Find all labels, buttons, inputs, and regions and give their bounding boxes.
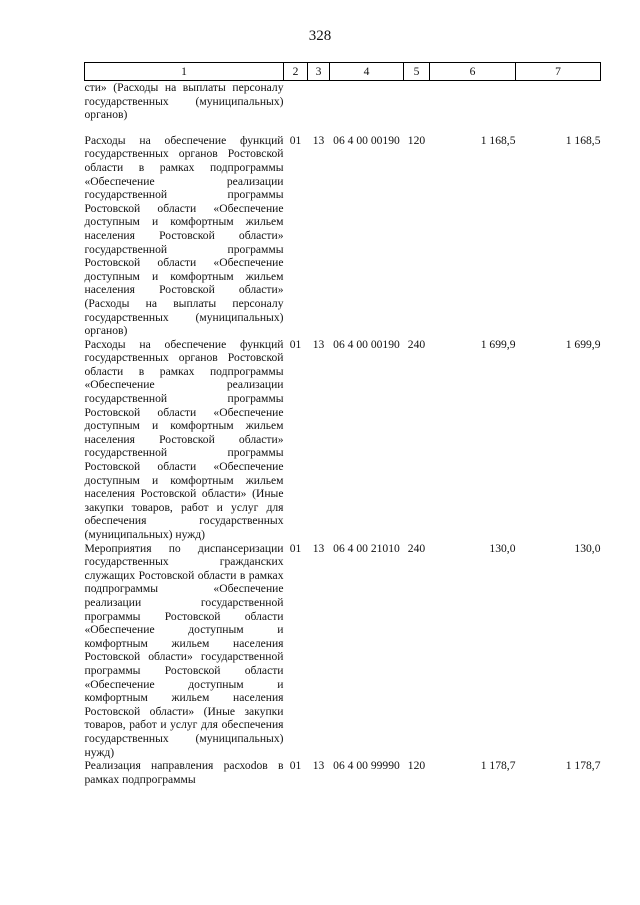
row-description: Мероприятия по диспансеризации государственных гражданских служащих Ростовской области в рамках подпрограммы «Обеспечение реализации государственной программы Ростовской области «Обеспечение доступным и комфортным жильем населения Ростовской области» государственной программы Ростовской области «Обеспечение доступным и комфортным жильем населения Ростовской области» (Иные закупки товаров, работ и услуг для обеспечения государственных (муниципальных) нужд) — [84, 541, 284, 759]
row-section: 01 — [289, 337, 302, 351]
row-target-article — [330, 81, 404, 134]
row-amount-1: 1 178,7 — [480, 759, 516, 773]
row-amount-2: 130,0 — [574, 541, 601, 555]
table-row — [85, 338, 601, 542]
row-amount-1: 130,0 — [489, 541, 516, 555]
header-col-7: 7 — [516, 63, 601, 81]
row-description: сти» (Расходы на выплаты персоналу государственных (муниципальных) органов) — [84, 81, 284, 122]
row-amount-2 — [516, 81, 601, 134]
header-col-3: 3 — [308, 63, 330, 81]
header-col-6: 6 — [430, 63, 516, 81]
row-expense-type: 120 — [407, 759, 426, 773]
header-col-5: 5 — [404, 63, 430, 81]
table-row — [85, 81, 601, 134]
row-target-article: 06 4 00 00190 — [333, 133, 400, 147]
row-section — [284, 81, 308, 134]
header-col-1: 1 — [85, 63, 284, 81]
row-subsection: 13 — [312, 759, 325, 773]
header-row — [85, 63, 601, 81]
page-number: 328 — [308, 28, 332, 44]
row-expense-type: 240 — [407, 337, 426, 351]
row-section: 01 — [289, 759, 302, 773]
header-col-4: 4 — [330, 63, 404, 81]
row-amount-2: 1 168,5 — [565, 133, 601, 147]
row-target-article: 06 4 00 21010 — [333, 541, 400, 555]
row-description: Расходы на обеспечение функций государственных органов Ростовской области в рамках подпрограммы «Обеспечение реализации государственной программы Ростовской области «Обеспечение доступным и комфортным жильем населения Ростовской области» государственной программы Ростовской области «Обеспечение доступным и комфортным жильем населения Ростовской области» (Иные закупки товаров, работ и услуг для обеспечения государственных (муниципальных) нужд) — [84, 337, 284, 541]
row-description: Реализация направления расхоdов в рамках подпрограммы — [84, 759, 284, 786]
row-amount-2: 1 178,7 — [565, 759, 601, 773]
row-expense-type: 240 — [407, 541, 426, 555]
row-subsection — [308, 81, 330, 134]
row-amount-2: 1 699,9 — [565, 337, 601, 351]
row-subsection: 13 — [312, 337, 325, 351]
row-section: 01 — [289, 541, 302, 555]
budget-table — [84, 62, 601, 786]
table-row — [85, 134, 601, 338]
row-section: 01 — [289, 133, 302, 147]
row-description: Расходы на обеспечение функций государственных органов Ростовской области в рамках подпрограммы «Обеспечение реализации государственной программы Ростовской области «Обеспечение доступным и комфортным жильем населения Ростовской области» государственной программы Ростовской области «Обеспечение доступным и комфортным жильем населения Ростовской области» (Расходы на выплаты персоналу государственных (муниципальных) органов) — [84, 133, 284, 338]
row-expense-type — [404, 81, 430, 134]
row-target-article: 06 4 00 99990 — [333, 759, 400, 773]
table-row — [85, 759, 601, 786]
row-subsection: 13 — [312, 133, 325, 147]
row-amount-1: 1 168,5 — [480, 133, 516, 147]
row-amount-1: 1 699,9 — [480, 337, 516, 351]
table-row — [85, 542, 601, 760]
row-subsection: 13 — [312, 541, 325, 555]
row-target-article: 06 4 00 00190 — [333, 337, 400, 351]
row-amount-1 — [430, 81, 516, 134]
header-col-2: 2 — [284, 63, 308, 81]
row-expense-type: 120 — [407, 133, 426, 147]
